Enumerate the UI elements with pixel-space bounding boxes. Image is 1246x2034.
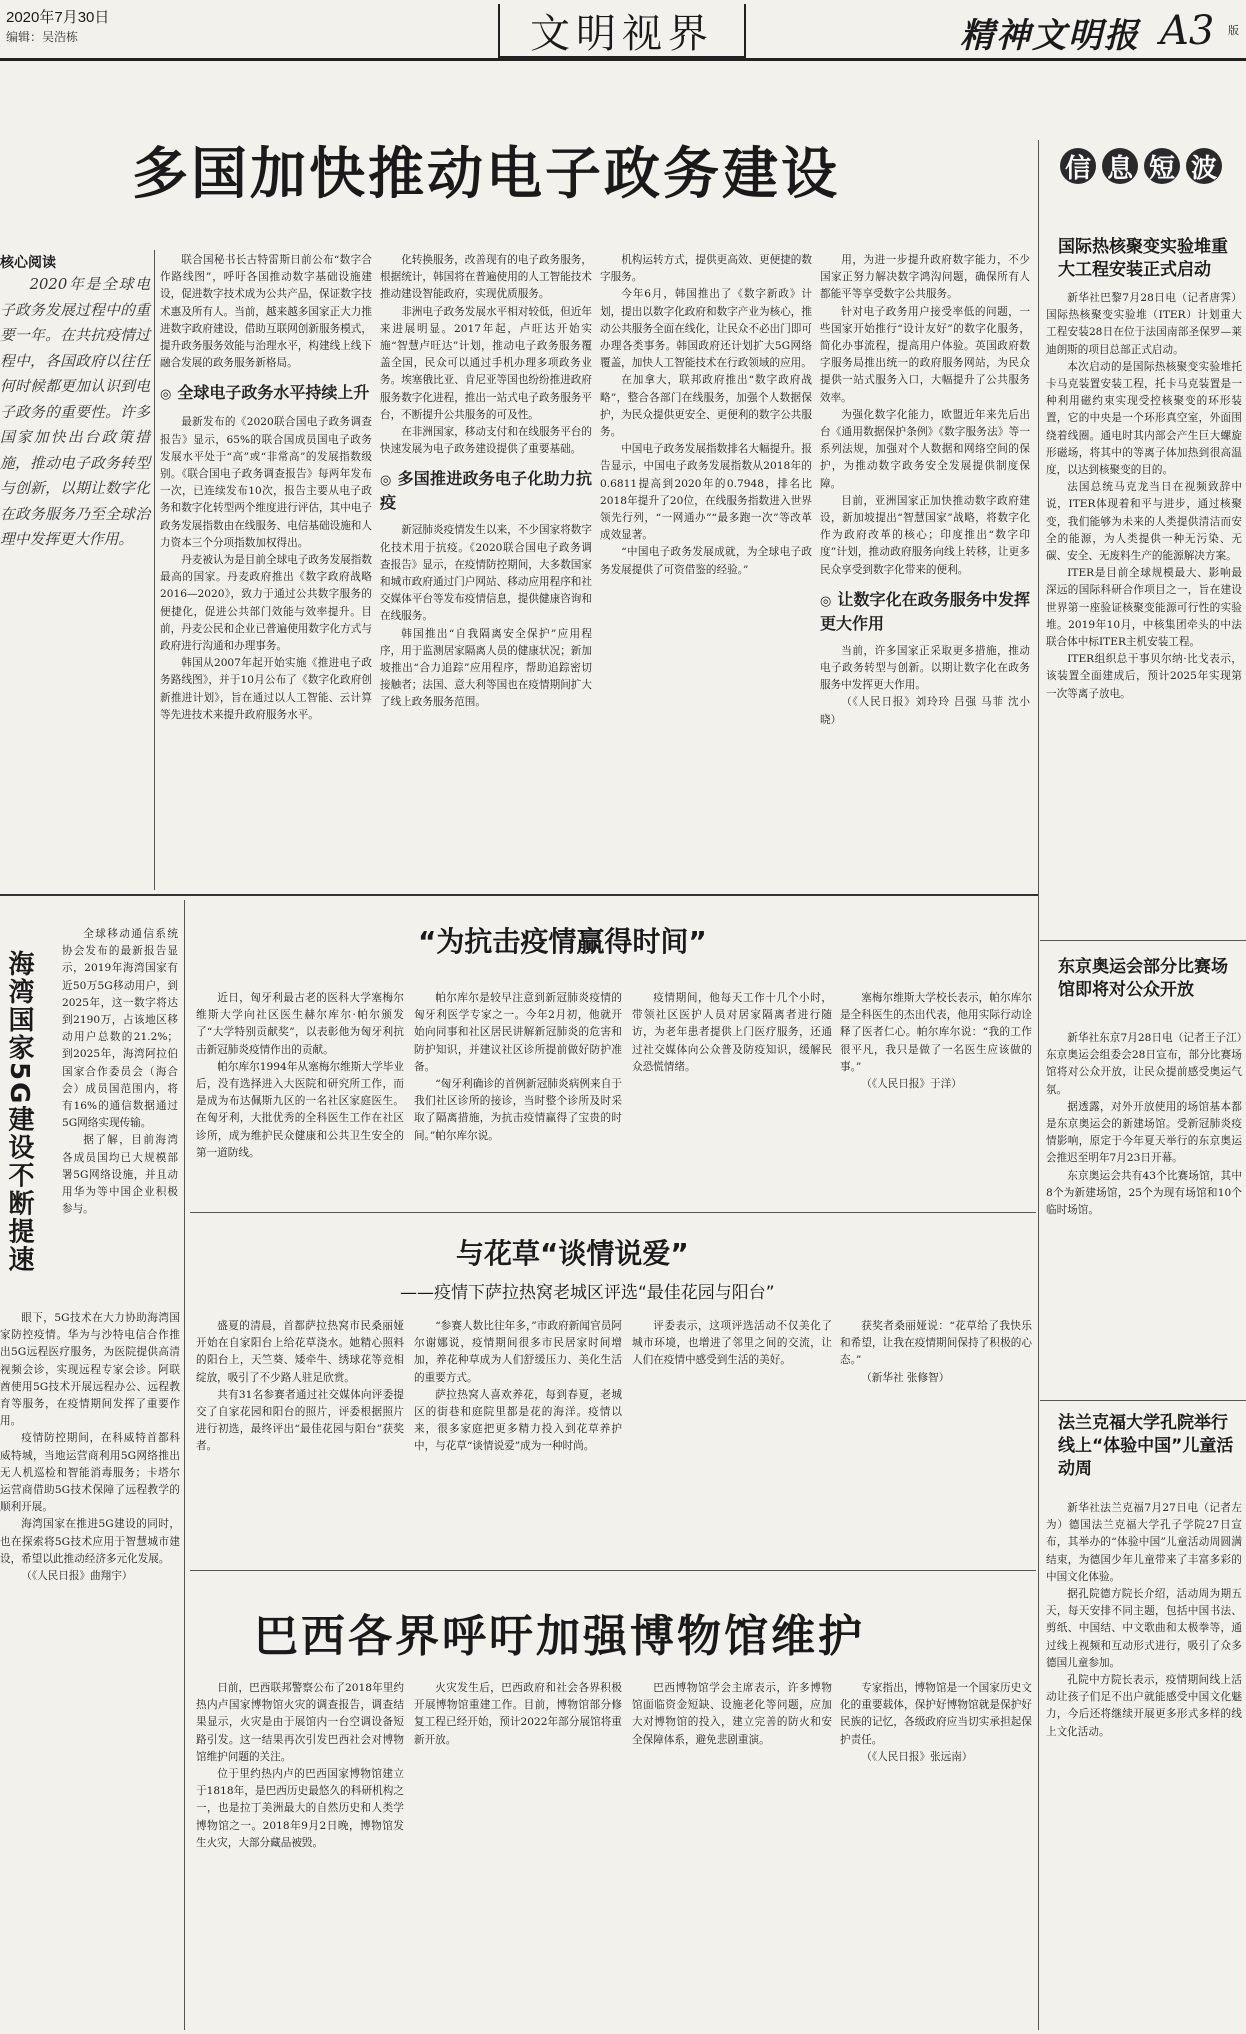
museum-col-2: 火灾发生后，巴西政府和社会各界积极开展博物馆重建工作。目前，博物馆部分修复工程已经开始，预计2022年部分展馆将重新开放。 xyxy=(414,1682,622,1746)
lead-col-1: 联合国秘书长古特雷斯日前公布“数字合作路线图”，呼吁各国推动数字基础设施建设，促进数字技术成为公共产品，保证数字技术惠及所有人。当前，越来越多国家正大力推进数字政府建设，借助互联网创新服务模式，提升政务服务效能与治理水平，构建线上线下融合发展的政务服务新格局。 ◎ 全球电子政务水平持续上升 最新发布的《2020联合国电子政务调查报告》显示，65%的联合国成员国电子政务发展水平处于“高”或“非常高”的发展指数级别。《联合国电子政务调查报告》每两年发布一次，已连续发布10次，报告主要从电子政务和数字化转型两个维度进行评估，其中电子政务发展指数由在线服务、电信基础设施和人力资本三个分项指数加权得出。 丹麦被认为是目前全球电子政务发展指数最高的国家。丹麦政府推出《数字政府战略2016—2020》，致力于通过公共数字服务的便捷化，促进公共部门效能与效率提升。目前，丹麦公民和企业已普遍使用数字化方式与政府进行沟通和办理事务。 韩国从2007年起开始实施《推进电子政务路线图》，并于10月公布了《数字化政府创新推进计划》，旨在通过以人工智能、云计算等先进技术来提升政府服务水平。 xyxy=(160,254,372,721)
divider xyxy=(1038,140,1039,2030)
page-suffix: 版 xyxy=(1228,25,1239,37)
info-badge: 信 息 短 波 xyxy=(1060,148,1222,184)
issue-date: 2020年7月30日 xyxy=(6,9,110,26)
garden-col-2: “参赛人数比往年多，”市政府新闻官员阿尔谢娜说，疫情期间很多市民居家时间增加，养花种草成为人们舒缓压力、美化生活的重要方式。 萨拉热窝人喜欢养花，每到春夏，老城区的街巷和庭院里都是花的海洋。疫情以来，很多家庭把更多精力投入到花草养护中，与花草“谈情说爱”成为一种时尚。 xyxy=(414,1320,622,1453)
circle-bullet-icon: ◎ xyxy=(820,593,832,609)
divider xyxy=(1040,940,1246,941)
info-body-3: 新华社法兰克福7月27日电（记者左为）德国法兰克福大学孔子学院27日宣布，其举办的“体验中国”儿童活动周圆满结束，为德国少年儿童带来了丰富多彩的中国文化体验。 据孔院德方院长介绍，活动周为期五天，每天安排不同主题，包括中国书法、剪纸、中国结、中文歌曲和太极拳等，通过线上视频和互动形式进行，吸引了众多德国儿童参加。 孔院中方院长表示，疫情期间线上活动让孩子们足不出户就能感受中国文化魅力，今后还将继续开展更多形式多样的线上文化活动。 xyxy=(1046,1502,1242,1738)
lead-col-2: 化转换服务，改善现有的电子政务服务，根据统计，韩国将在普遍使用的人工智能技术推动建设智能政府，实现优质服务。 非洲电子政务发展水平相对较低，但近年来进展明显。2017年起，卢旺达开始实施“智慧卢旺达”计划，推动电子政务服务覆盖全国，民众可以通过手机办理多项政务业务。埃塞俄比亚、肯尼亚等国也纷纷推进政府服务数字化进程，推出一站式电子政务服务平台，不断提升公共服务的可及性。 在非洲国家，移动支付和在线服务平台的快速发展为电子政务建设提供了重要基础。 ◎ 多国推进政务电子化助力抗疫 新冠肺炎疫情发生以来，不少国家将数字化技术用于抗疫。《2020联合国电子政务调查报告》显示，在疫情防控期间，大多数国家和城市政府通过门户网站、移动应用程序和社交媒体平台等发布疫情信息，提供健康咨询和在线服务。 韩国推出“自我隔离安全保护”应用程序，用于监测居家隔离人员的健康状况；新加坡推出“合力追踪”应用程序，帮助追踪密切接触者；法国、意大利等国也在疫情期间扩大了线上政务服务范围。 xyxy=(380,254,592,709)
time-col-2: 帕尔库尔是较早注意到新冠肺炎疫情的匈牙利医学专家之一。今年2月初，他就开始向同事和社区居民讲解新冠肺炎的危害和防护知识，并建议社区诊所提前做好防护准备。 “匈牙利确诊的首例新冠肺炎病例来自于我们社区诊所的接诊，当时整个诊所及时采取了隔离措施，为抗击疫情赢得了宝贵的时间。”帕尔库尔说。 xyxy=(414,992,622,1142)
info-body-2: 新华社东京7月28日电（记者王子江）东京奥运会组委会28日宣布，部分比赛场馆将对公众开放，让民众提前感受奥运气氛。 据透露，对外开放使用的场馆基本都是东京奥运会的新建场馆。受新冠肺炎疫情影响，原定于今年夏天举行的东京奥运会推迟至明年7月23日开幕。 东京奥运会共有43个比赛场馆，其中8个为新建场馆，25个为现有场馆和10个临时场馆。 xyxy=(1046,1032,1242,1217)
info-title-3: 法兰克福大学孔院举行线上“体验中国”儿童活动周 xyxy=(1058,1413,1234,1479)
garden-headline: 与花草“谈情说爱” xyxy=(456,1237,689,1270)
side-5g-body-top: 全球移动通信系统协会发布的最新报告显示，2019年海湾国家有近50万5G移动用户，到2025年，这一数字将达到2190万，占该地区移动用户总数的21.2%；到2025年，海湾阿拉伯国家合作委员会（海合会）成员国范围内，将有16%的通信数据通过5G网络实现传输。 据了解，目前海湾各成员国均已大规模部署5G网络设施，并且动用华为等中国企业积极参与。 xyxy=(62,928,178,1216)
museum-col-3: 巴西博物馆学会主席表示，许多博物馆面临资金短缺、设施老化等问题，应加大对博物馆的投入，建立完善的防火和安全保障体系，避免悲剧重演。 xyxy=(632,1682,832,1746)
garden-subhead: ——疫情下萨拉热窝老城区评选“最佳花园与阳台” xyxy=(400,1283,775,1303)
circle-bullet-icon: ◎ xyxy=(160,387,172,403)
time-col-1: 近日，匈牙利最古老的医科大学塞梅尔维斯大学向社区医生赫尔库尔·帕尔颁发了“大学特别贡献奖”，以表彰他为匈牙利抗击新冠肺炎疫情作出的贡献。 帕尔库尔1994年从塞梅尔维斯大学毕业后，没有选择进入大医院和研究所工作，而是成为布达佩斯九区的一名社区家庭医生。在匈牙利，大批优秀的全科医生工作在社区诊所，成为维护民众健康和公共卫生安全的第一道防线。 xyxy=(196,992,404,1159)
section-rule xyxy=(0,894,1038,896)
museum-col-4: 专家指出，博物馆是一个国家历史文化的重要载体，保护好博物馆就是保护好民族的记忆，各级政府应当切实承担起保护责任。 （《人民日报》张远南） xyxy=(840,1682,1032,1763)
time-col-3: 疫情期间，他每天工作十几个小时，带领社区医护人员对居家隔离者进行随访，为老年患者提供上门医疗服务，还通过社交媒体向公众普及防疫知识，缓解民众恐慌情绪。 xyxy=(632,992,832,1073)
time-col-4: 塞梅尔维斯大学校长表示，帕尔库尔是全科医生的杰出代表，他用实际行动诠释了医者仁心。帕尔库尔说：“我的工作很平凡，我只是做了一名医生应该做的事。” （《人民日报》于洋） xyxy=(840,992,1032,1091)
paper-name: 精神文明报 xyxy=(960,16,1140,56)
divider xyxy=(184,900,185,2030)
lead-headline: 多国加快推动电子政务建设 xyxy=(132,142,840,207)
lead-col-4: 用，为进一步提升政府数字能力，不少国家正努力解决数字鸿沟问题，确保所有人都能平等享受数字公共服务。 针对电子政务用户接受率低的问题，一些国家开始推行“设计友好”的数字化服务，简化办事流程，提高用户体验。英国政府数字服务局推出统一的政府服务网站，为民众提供一站式服务入口，大幅提升了公共服务效率。 为强化数字化能力，欧盟近年来先后出台《通用数据保护条例》《数字服务法》等一系列法规，加强对个人数据和网络空间的保护，为推动数字政务安全发展提供制度保障。 目前，亚洲国家正加快推动数字政府建设，新加坡提出“智慧国家”战略，将数字化作为政府改革的核心；印度推出“数字印度”计划，推动政府服务向线上转移，让更多民众享受到数字化带来的便利。 ◎ 让数字化在政务服务中发挥更大作用 当前，许多国家正采取更多措施，推动电子政务转型与创新。以期让数字化在政务服务中发挥更大作用。 （《人民日报》刘玲玲 吕强 马菲 沈小晓） xyxy=(820,254,1030,726)
lead-subhead-2: ◎ 多国推进政务电子化助力抗疫 xyxy=(380,469,592,513)
info-title-2: 东京奥运会部分比赛场馆即将对公众开放 xyxy=(1058,957,1228,1000)
lead-subhead-1: ◎ 全球电子政务水平持续上升 xyxy=(160,383,370,403)
lead-subhead-3: ◎ 让数字化在政务服务中发挥更大作用 xyxy=(820,589,1030,633)
garden-col-1: 盛夏的清晨，首都萨拉热窝市民桑丽娅开始在自家阳台上给花草浇水。她精心照料的阳台上，天竺葵、矮牵牛、绣球花等竞相绽放，吸引了不少路人驻足欣赏。 共有31名参赛者通过社交媒体向评委提交了自家花园和阳台的照片，评委根据照片进行初选，最终评出“最佳花园与阳台”获奖者。 xyxy=(196,1320,404,1453)
circle-bullet-icon: ◎ xyxy=(380,473,392,489)
editor-line: 编辑：吴浩栋 xyxy=(6,30,79,44)
core-summary: 2020年是全球电子政务发展过程中的重要一年。在共抗疫情过程中，各国政府以往任何时候都更加认识到电子政务的重要性。许多国家加快出台政策措施，推动电子政务转型与创新，以期让数字化在政务服务乃至全球治理中发挥更大作用。 xyxy=(0,276,150,548)
museum-headline: 巴西各界呼吁加强博物馆维护 xyxy=(254,1611,865,1662)
lead-col-3: 机构运转方式，提供更高效、更便捷的数字服务。 今年6月，韩国推出了《数字新政》计划，提出以数字化政府和数字产业为核心，推动公共服务全面在线化，让民众不必出门即可办理各类事务。韩国政府还计划扩大5G网络覆盖，加快人工智能技术在行政领域的应用。 在加拿大，联邦政府推出“数字政府战略”，整合各部门在线服务，加强个人数据保护，为民众提供更安全、更便利的数字公共服务。 中国电子政务发展指数排名大幅提升。报告显示，中国电子政务发展指数从2018年的0.6811提高到2020年的0.7948，排名比2018年提升了20位，在线服务指数进入世界领先行列，“一网通办”“最多跑一次”等改革成效显著。 “中国电子政务发展成就，为全球电子政务发展提供了可资借鉴的经验。” xyxy=(600,254,812,576)
side-5g-body: 眼下，5G技术在大力协助海湾国家防控疫情。华为与沙特电信合作推出5G远程医疗服务，为医院提供高清视频会诊，实现远程专家会诊。阿联酋使用5G技术开展远程办公、远程教育等服务，在疫情期间发挥了重要作用。 疫情防控期间，在科威特首都科威特城，当地运营商利用5G网络推出无人机巡检和智能消毒服务；卡塔尔运营商借助5G技术保障了远程教学的顺利开展。 海湾国家在推进5G建设的同时，也在探索将5G技术应用于智慧城市建设，希望以此推动经济多元化发展。 （《人民日报》曲翔宇） xyxy=(0,1312,180,1583)
page-number: A3 xyxy=(1160,8,1215,54)
header-rule xyxy=(0,58,1246,61)
divider xyxy=(154,250,155,890)
divider xyxy=(190,1212,1036,1213)
side-5g-title: 海湾国家5G建设不断提速 xyxy=(4,950,34,1274)
section-title: 文明视界 xyxy=(498,4,746,58)
garden-col-4: 获奖者桑丽娅说：“花草给了我快乐和希望，让我在疫情期间保持了积极的心态。” （新华社 张修智） xyxy=(840,1320,1032,1384)
info-title-1: 国际热核聚变实验堆重大工程安装正式启动 xyxy=(1058,237,1228,280)
divider xyxy=(1040,1400,1246,1401)
time-headline: “为抗击疫情赢得时间” xyxy=(418,925,707,958)
museum-col-1: 日前，巴西联邦警察公布了2018年里约热内卢国家博物馆火灾的调查报告，调查结果显示，火灾是由于展馆内一台空调设备短路引发。这一结果再次引发巴西社会对博物馆维护问题的关注。 位于里约热内卢的巴西国家博物馆建立于1818年，是巴西历史最悠久的科研机构之一，也是拉丁美洲最大的自然历史和人类学博物馆之一。2018年9月2日晚，博物馆发生火灾，大部分藏品被毁。 xyxy=(196,1682,404,1849)
core-label: 核心阅读 xyxy=(0,255,56,271)
garden-col-3: 评委表示，这项评选活动不仅美化了城市环境，也增进了邻里之间的交流，让人们在疫情中感受到生活的美好。 xyxy=(632,1320,832,1367)
info-body-1: 新华社巴黎7月28日电（记者唐霁）国际热核聚变实验堆（ITER）计划重大工程安装28日在位于法国南部圣保罗—莱迪朗斯的项目总部正式启动。 本次启动的是国际热核聚变实验堆托卡马克装置安装工程，托卡马克装置是一种利用磁约束实现受控核聚变的环形装置，它的中央是一个环形真空室，外面围绕着线圈。通电时其内部会产生巨大螺旋形磁场，将其中的等离子体加热到很高温度，以达到核聚变的目的。 法国总统马克龙当日在视频致辞中说，ITER体现着和平与进步，通过核聚变，我们能够为未来的人类提供清洁而安全的能源，为人类提供一种无污染、无碳、安全、无废料生产的能源解决方案。 ITER是目前全球规模最大、影响最深远的国际科研合作项目之一，旨在建设世界第一座验证核聚变能源可行性的实验堆。2019年10月，中核集团牵头的中法联合体中标ITER主机安装工程。 ITER组织总干事贝尔纳·比戈表示，该装置全面建成后，预计2025年实现第一次等离子放电。 xyxy=(1046,292,1242,700)
divider xyxy=(190,1570,1036,1571)
